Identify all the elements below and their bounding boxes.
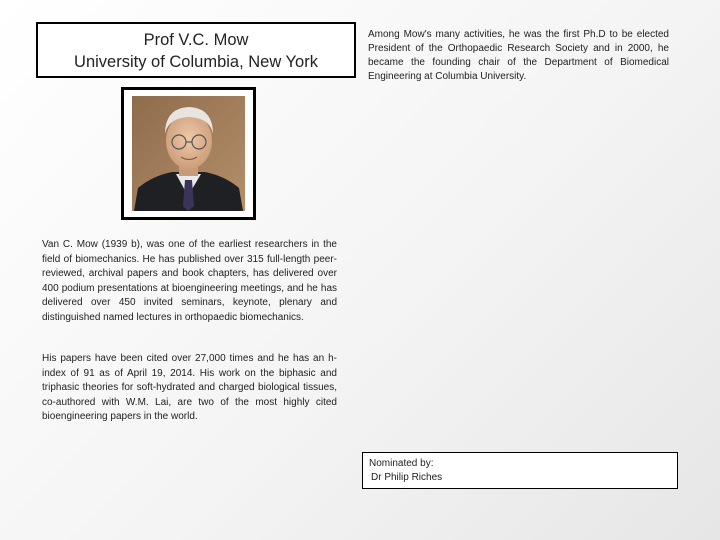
nomination-label: Nominated by:: [369, 458, 434, 469]
title-box: [36, 22, 356, 78]
nominator-name: Dr Philip Riches: [371, 472, 443, 483]
title-university: University of Columbia, New York: [74, 53, 318, 71]
bio-paragraph-2: His papers have been cited over 27,000 times and he has an h-index of 91 as of April 19, 2014. His work on the biphasic and triphasic theories for soft-hydrated and charged biological tissues, co-authored with W.M. Lai, are two of the most highly cited bioengineering papers in the world.: [42, 353, 337, 422]
bio-paragraph-1: Van C. Mow (1939 b), was one of the earliest researchers in the field of biomechanics. He has published over 315 full-length peer-reviewed, archival papers and book chapters, has delivered over 400 podium presentations at bioengineering meetings, and he has delivered over 450 invited seminars, keynote, plenary and distinguished named lectures in orthopaedic biomechanics.: [42, 239, 337, 323]
nomination-box: [362, 452, 678, 489]
achievements-text: Among Mow's many activities, he was the first Ph.D to be elected President of the Orthopaedic Research Society and in 2000, he became the founding chair of the Department of Biomedical Engineering at Columbia University.: [368, 29, 669, 82]
portrait-frame: [121, 87, 256, 220]
title-name: Prof V.C. Mow: [143, 31, 249, 49]
portrait-tie: [183, 180, 194, 211]
portrait-photo-icon: [132, 96, 245, 211]
